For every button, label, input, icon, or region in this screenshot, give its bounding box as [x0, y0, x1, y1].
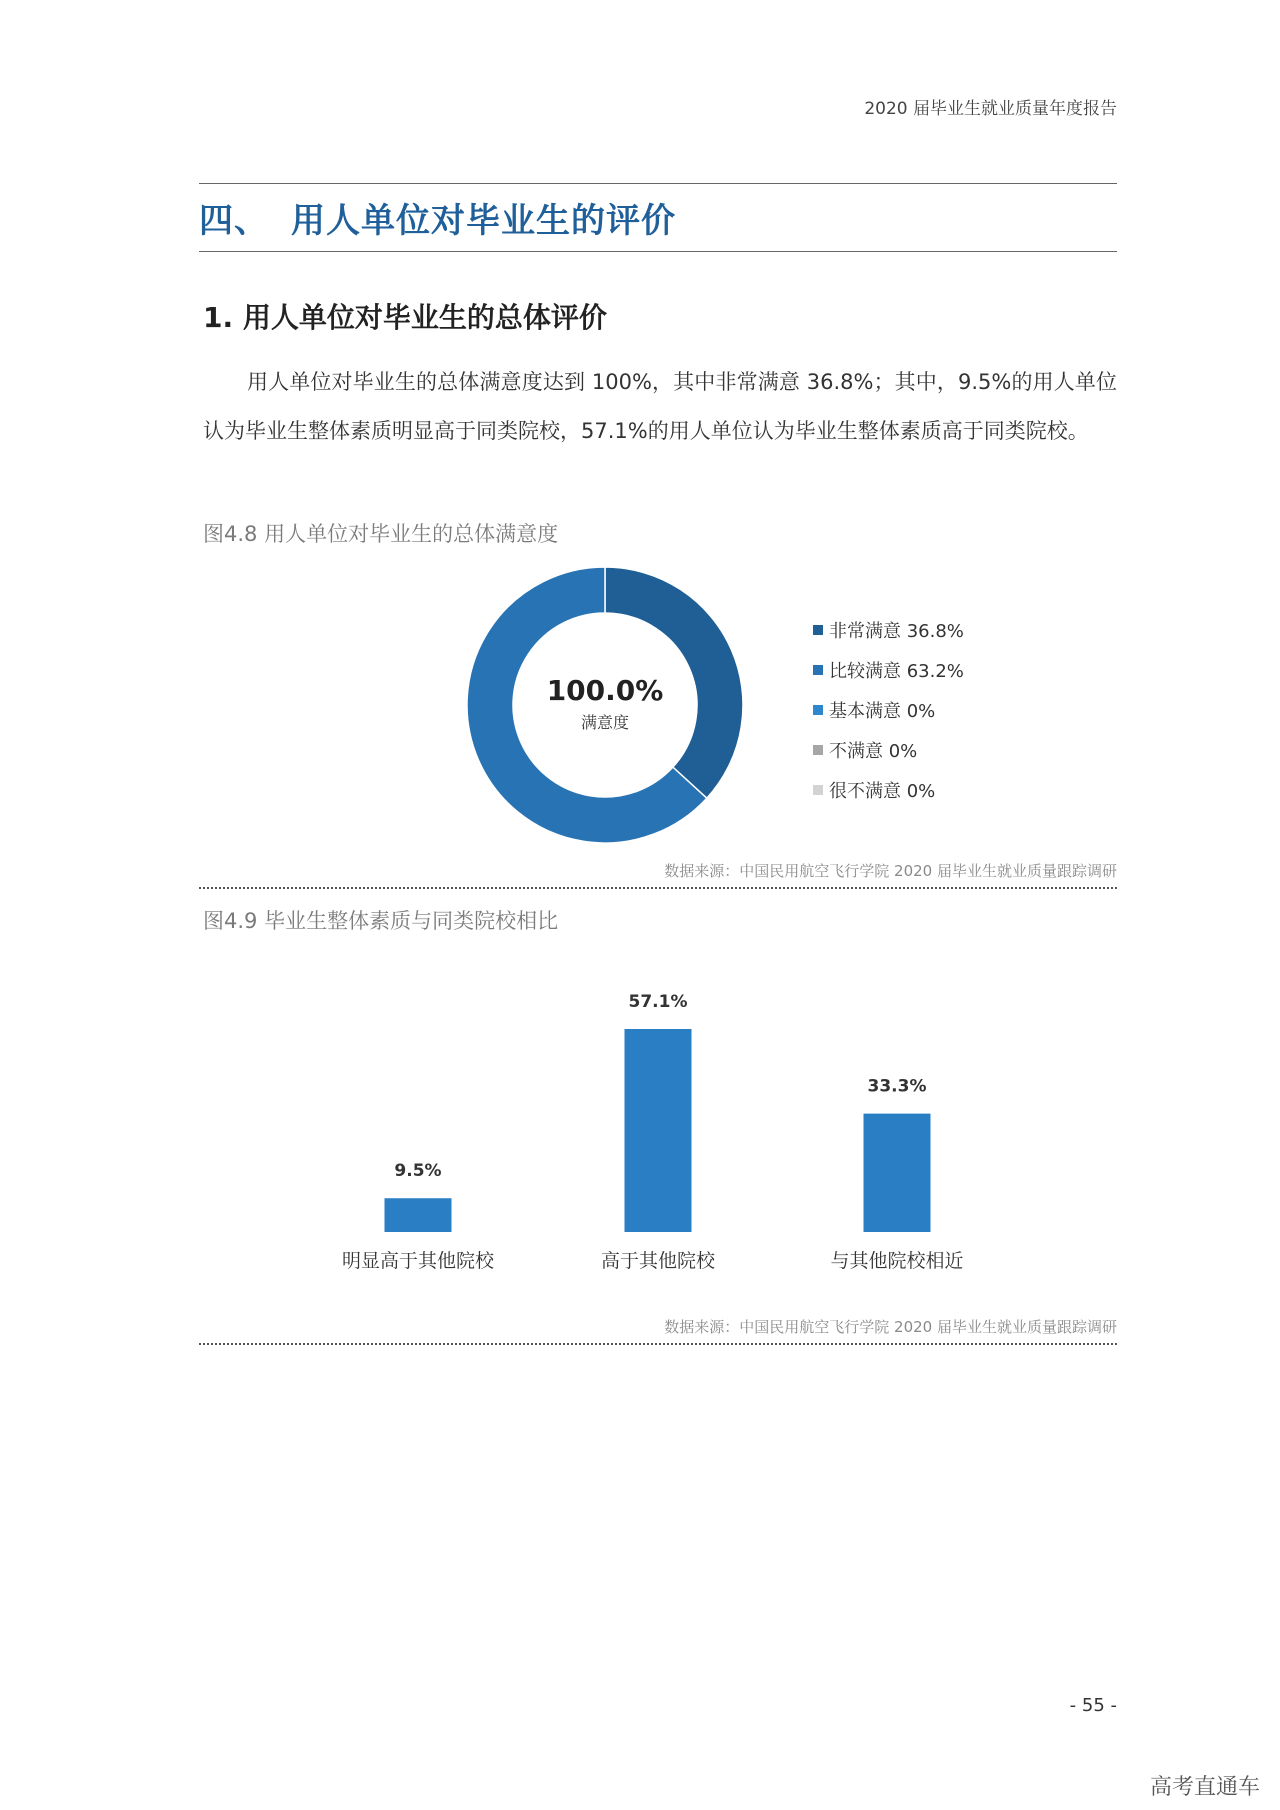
legend-item-3 — [813, 690, 964, 730]
bar-1 — [385, 1198, 452, 1232]
figure-caption-4-9: 图4.9 毕业生整体素质与同类院校相比 — [203, 909, 559, 933]
bar-3 — [864, 1114, 931, 1232]
figure-source-4-9: 数据来源：中国民用航空飞行学院 2020 届毕业生就业质量跟踪调研 — [664, 1318, 1117, 1336]
section-title — [199, 193, 676, 242]
legend-swatch — [813, 785, 823, 795]
bar-category-label-2: 高于其他院校 — [600, 1250, 716, 1272]
bar-chart — [300, 990, 1000, 1290]
subsection-title: 1. 用人单位对毕业生的总体评价 — [203, 301, 607, 334]
bar-category-label-1: 明显高于其他院校 — [341, 1250, 495, 1272]
figure-source-4-8: 数据来源：中国民用航空飞行学院 2020 届毕业生就业质量跟踪调研 — [664, 862, 1117, 880]
section-rule-bottom — [199, 251, 1117, 252]
bar-value-label-2: 57.1% — [628, 992, 688, 1012]
bar-value-label-1: 9.5% — [394, 1161, 442, 1182]
legend-label: 不满意 0% — [829, 741, 918, 762]
legend-swatch — [813, 665, 823, 675]
legend-swatch — [813, 705, 823, 715]
legend-label: 基本满意 0% — [829, 701, 936, 722]
donut-legend — [813, 610, 964, 810]
legend-swatch — [813, 745, 823, 755]
donut-chart — [460, 560, 750, 850]
donut-center-label: 满意度 — [580, 713, 630, 732]
section-title-text: 用人单位对毕业生的评价 — [291, 201, 676, 241]
dotted-rule-4-9 — [199, 1343, 1117, 1345]
donut-center-value: 100.0% — [546, 674, 664, 707]
section-rule-top — [199, 183, 1117, 184]
watermark: 高考直通车 — [1149, 1775, 1260, 1800]
section-number: 四、 — [199, 201, 269, 241]
bar-category-label-3: 与其他院校相近 — [830, 1250, 964, 1272]
legend-label: 很不满意 0% — [829, 781, 936, 802]
legend-item-2 — [813, 650, 964, 690]
legend-item-1 — [813, 610, 964, 650]
bar-value-label-3: 33.3% — [867, 1076, 927, 1097]
dotted-rule-4-8 — [199, 887, 1117, 889]
legend-item-4 — [813, 730, 964, 770]
body-paragraph: 用人单位对毕业生的总体满意度达到 100%，其中非常满意 36.8%；其中，9.5%的用人单位认为毕业生整体素质明显高于同类院校，57.1%的用人单位认为毕业生整体素质高于同类院校。 — [203, 370, 1117, 443]
legend-label: 非常满意 36.8% — [829, 621, 964, 642]
figure-caption-4-8: 图4.8 用人单位对毕业生的总体满意度 — [203, 522, 559, 546]
bar-2 — [625, 1029, 692, 1232]
legend-item-5 — [813, 770, 964, 810]
page-number: - 55 - — [1069, 1695, 1117, 1716]
legend-label: 比较满意 63.2% — [829, 661, 964, 682]
legend-swatch — [813, 625, 823, 635]
running-header: 2020 届毕业生就业质量年度报告 — [864, 99, 1117, 119]
